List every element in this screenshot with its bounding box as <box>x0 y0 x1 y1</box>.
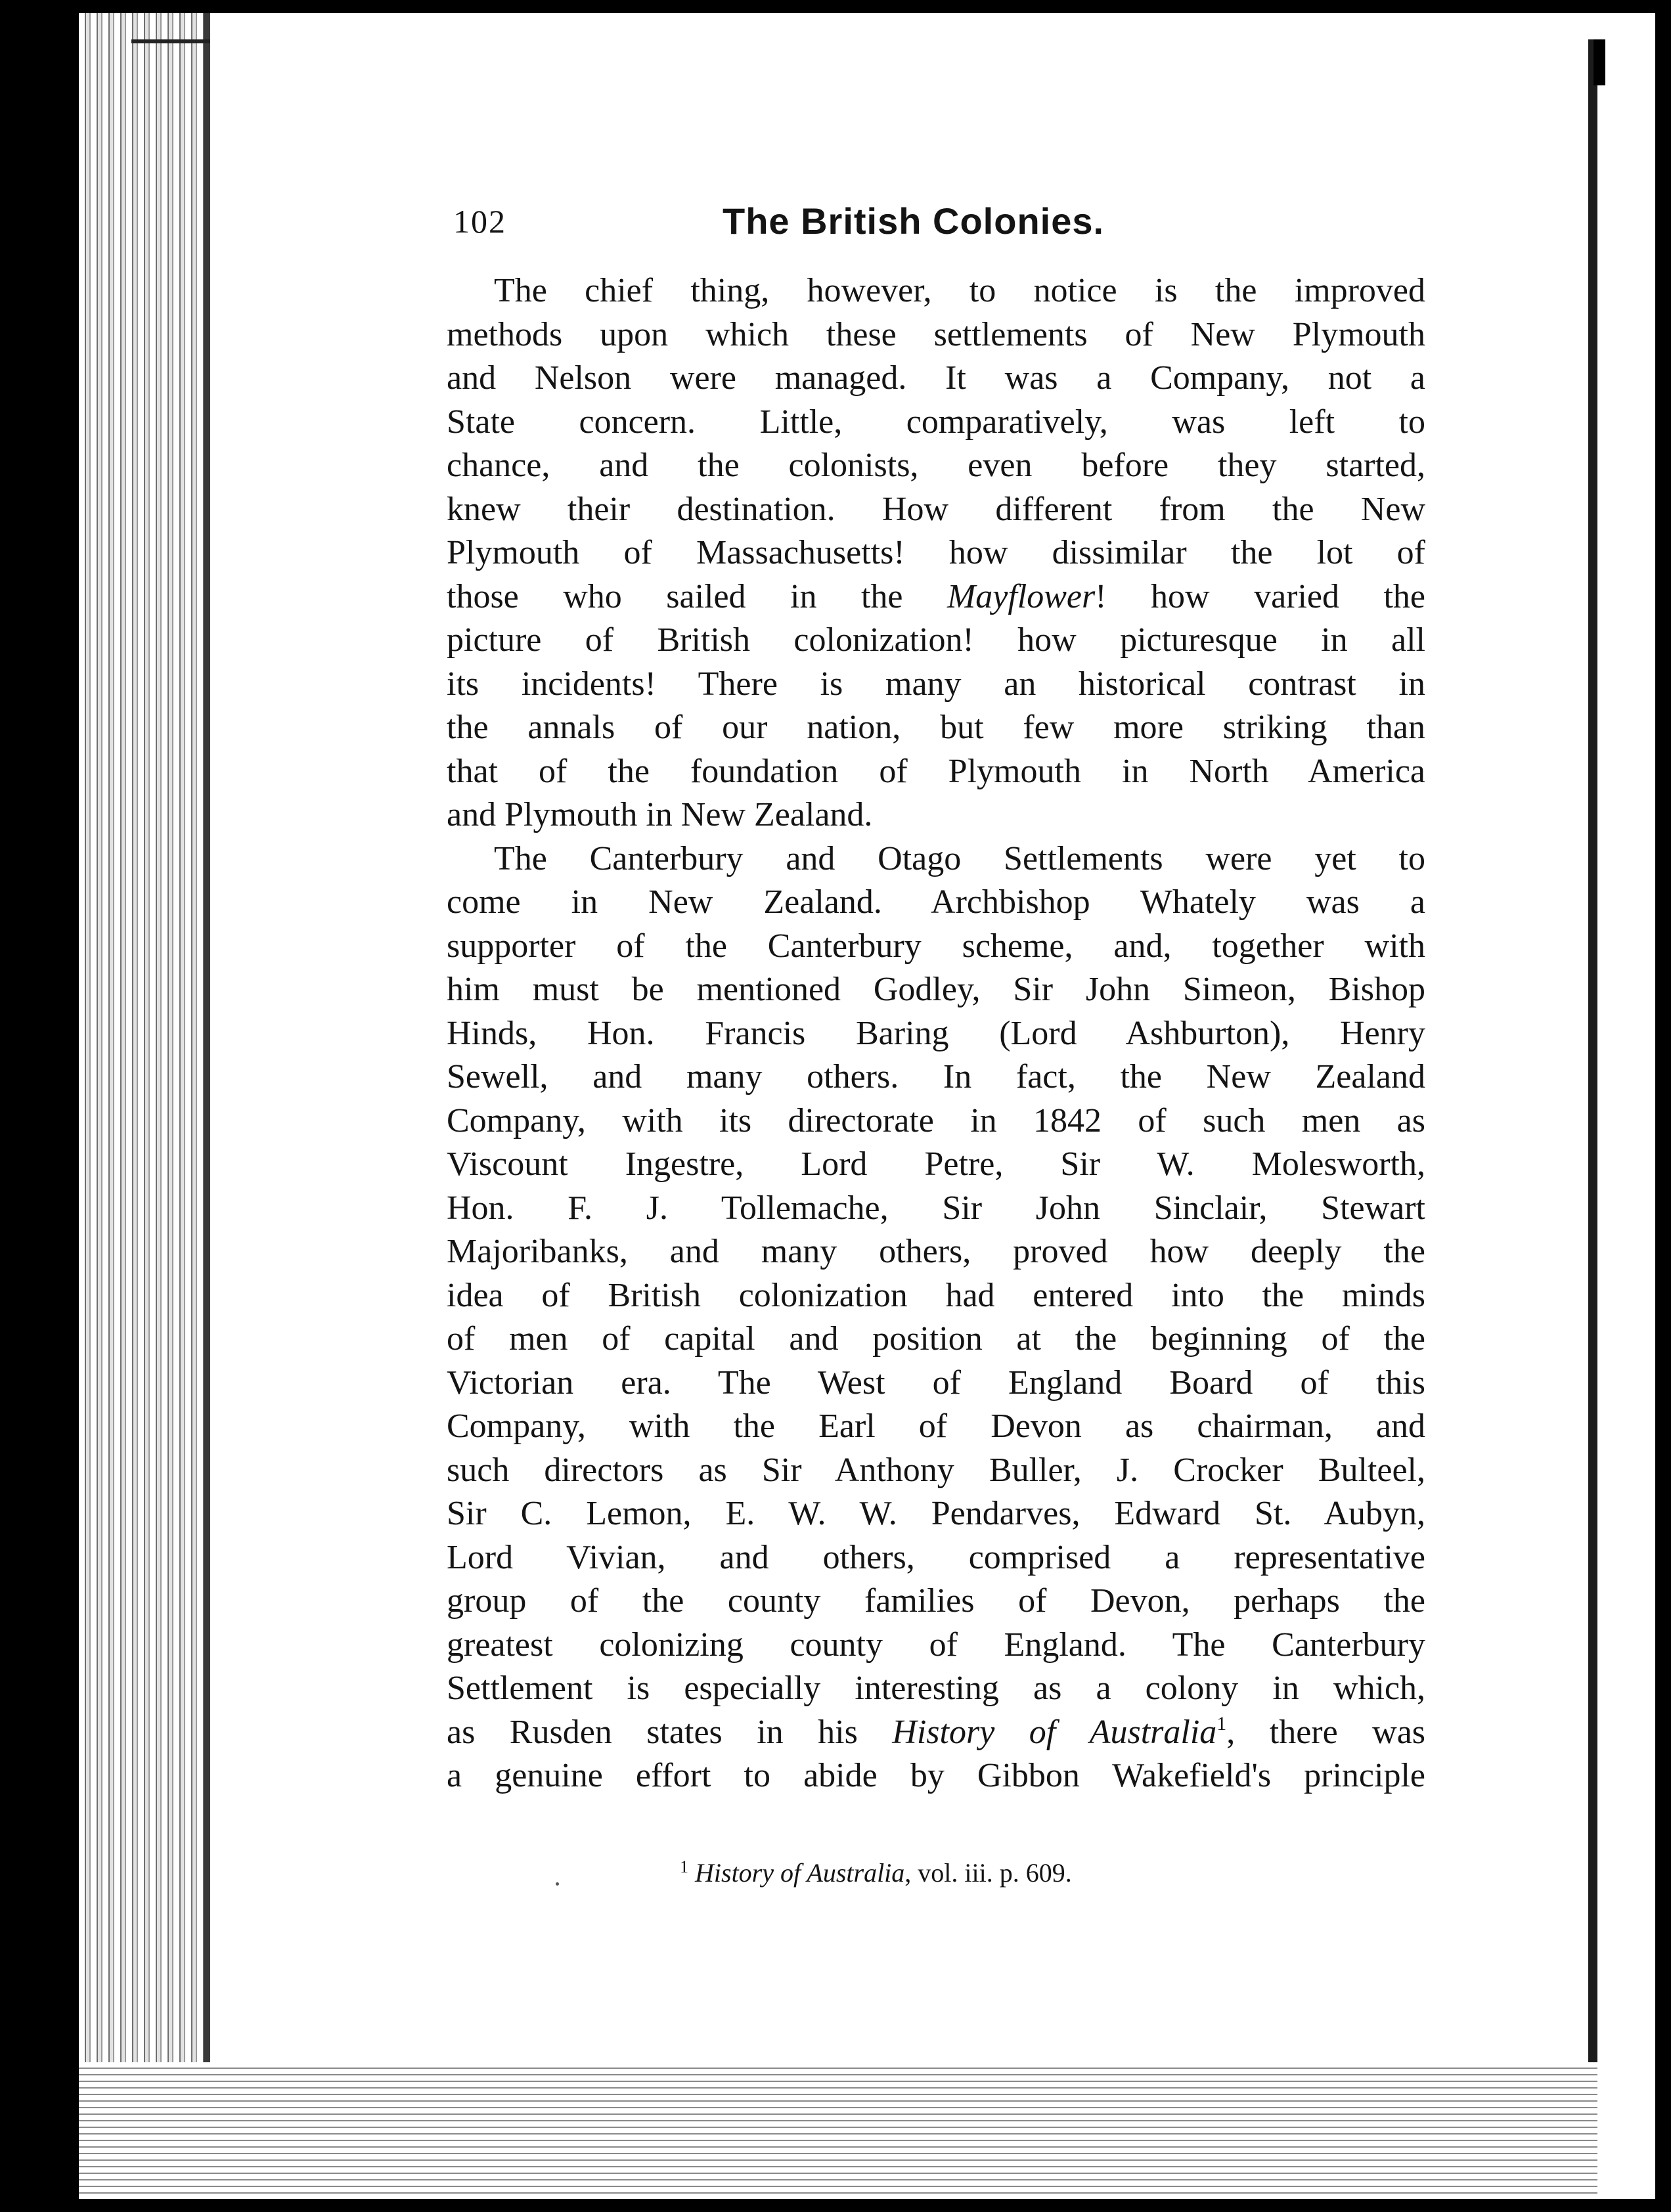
spine-gap <box>1597 13 1655 2199</box>
text-line: such directors as Sir Anthony Buller, J. Crocker Bulteel, <box>447 1451 1425 1489</box>
footnote <box>680 1857 1468 1888</box>
text-line: greatest colonizing county of England. The Canterbury <box>447 1626 1425 1664</box>
text-line: that of the foundation of Plymouth in North America <box>447 752 1425 790</box>
text-line: methods upon which these settlements of New Plymouth <box>447 315 1425 353</box>
text-line: its incidents! There is many an historical contrast in <box>447 665 1425 703</box>
text-line: Settlement is especially interesting as a colony in which, <box>447 1670 1425 1707</box>
bottom-page-edge <box>79 2062 1642 2199</box>
italic-title: History of Australia <box>892 1713 1217 1751</box>
text-line: and Nelson were managed. It was a Company, not a <box>447 359 1425 397</box>
page-number: 102 <box>453 203 506 240</box>
italic-title: Mayflower <box>947 577 1096 615</box>
text-line: Company, with its directorate in 1842 of such men as <box>447 1101 1425 1139</box>
text-line: Viscount Ingestre, Lord Petre, Sir W. Molesworth, <box>447 1145 1425 1183</box>
text-run: those who sailed in the <box>447 577 947 615</box>
text-line: The Canterbury and Otago Settlements were yet to <box>494 839 1425 877</box>
running-title: The British Colonies. <box>723 200 1105 242</box>
text-line: Company, with the Earl of Devon as chairman, and <box>447 1407 1425 1445</box>
text-line <box>447 1711 1425 1755</box>
footnote-citation: , vol. iii. p. 609. <box>904 1858 1072 1888</box>
stacked-page-edges <box>79 13 210 2199</box>
text-line: Victorian era. The West of England Board of this <box>447 1363 1425 1402</box>
print-speck <box>556 1882 559 1886</box>
text-line: Sewell, and many others. In fact, the New Zealand <box>447 1058 1425 1095</box>
text-line: idea of British colonization had entered into the minds <box>447 1276 1425 1314</box>
text-line: chance, and the colonists, even before they started, <box>447 447 1425 484</box>
text-line: group of the county families of Devon, perhaps the <box>447 1582 1425 1620</box>
text-line: supporter of the Canterbury scheme, and, together with <box>447 927 1425 965</box>
text-line <box>447 575 1425 619</box>
text-line: come in New Zealand. Archbishop Whately was a <box>447 883 1425 921</box>
corner-mark <box>131 13 210 43</box>
text-line: him must be mentioned Godley, Sir John Simeon, Bishop <box>447 971 1425 1008</box>
footnote-title: History of Australia <box>695 1858 905 1888</box>
text-line: the annals of our nation, but few more striking than <box>447 709 1425 746</box>
text-line: of men of capital and position at the beginning of the <box>447 1320 1425 1358</box>
text-line: and Plymouth in New Zealand. <box>447 796 873 833</box>
footnote-marker: 1 <box>680 1857 688 1876</box>
text-line: a genuine effort to abide by Gibbon Wakefield's principle <box>447 1757 1425 1794</box>
text-line: Hinds, Hon. Francis Baring (Lord Ashburton), Henry <box>447 1014 1425 1052</box>
text-line: State concern. Little, comparatively, was left to <box>447 403 1425 441</box>
text-line: knew their destination. How different from the New <box>447 490 1425 528</box>
text-line: picture of British colonization! how picturesque in all <box>447 621 1425 659</box>
text-line: The chief thing, however, to notice is the improved <box>494 272 1425 309</box>
text-line: Hon. F. J. Tollemache, Sir John Sinclair, Stewart <box>447 1189 1425 1227</box>
footnote-marker: 1 <box>1216 1712 1227 1735</box>
text-line: Plymouth of Massachusetts! how dissimilar the lot of <box>447 534 1425 571</box>
text-run: ! how varied the <box>1095 577 1425 615</box>
text-run: as Rusden states in his <box>447 1713 893 1751</box>
text-line: Majoribanks, and many others, proved how deeply the <box>447 1233 1425 1270</box>
body-text <box>447 269 1425 1798</box>
running-head <box>453 200 1429 252</box>
book-spine-edge <box>1588 39 1597 2062</box>
text-line: Sir C. Lemon, E. W. W. Pendarves, Edward St. Aubyn, <box>447 1495 1425 1532</box>
text-line: Lord Vivian, and others, comprised a representative <box>447 1538 1425 1576</box>
spine-tick <box>1593 39 1605 85</box>
text-run: , there was <box>1226 1713 1426 1751</box>
